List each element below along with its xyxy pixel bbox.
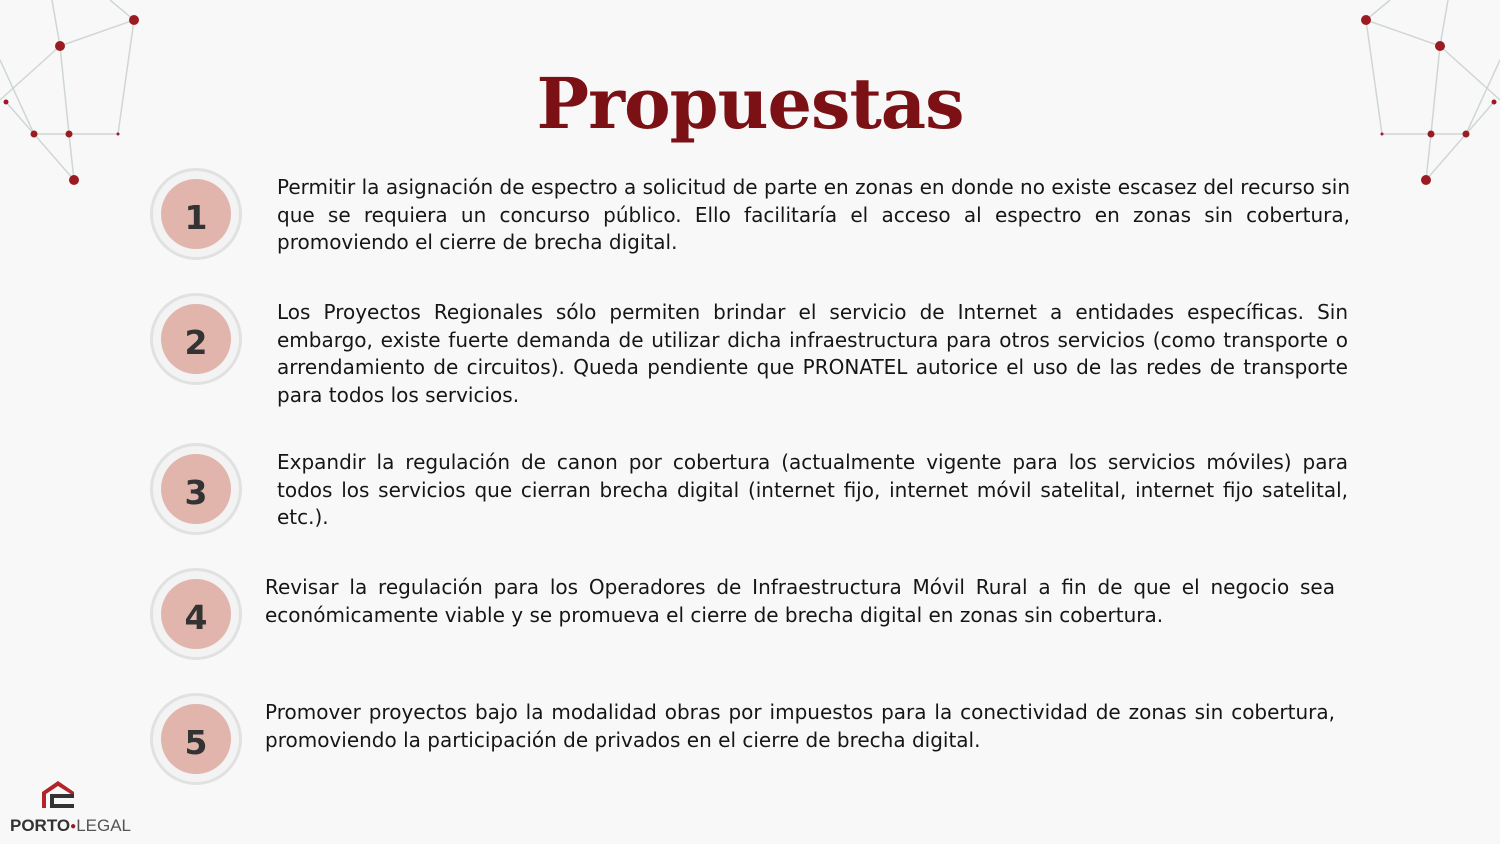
proposal-text: Expandir la regulación de canon por cobertura (actualmente vigente para los servicios móviles) para todos los servicios que cierran brecha digital (internet fijo, internet móvil satelital, internet fijo satelital, etc.). [277, 450, 1348, 529]
number-badge [150, 443, 242, 535]
logo-dot-icon: ● [70, 821, 77, 833]
number-badge-label: 1 [161, 179, 231, 249]
proposal-item-5 [150, 693, 1350, 793]
number-badge-label: 3 [161, 454, 231, 524]
proposal-item-4 [150, 568, 1350, 668]
number-badge-label: 5 [161, 704, 231, 774]
proposal-item-1 [150, 168, 1350, 268]
number-badge [150, 168, 242, 260]
number-badge [150, 568, 242, 660]
proposal-text: Revisar la regulación para los Operadores de Infraestructura Móvil Rural a fin de que el negocio sea económicamente viable y se promueva el cierre de brecha digital en zonas sin cobertura. [265, 575, 1335, 627]
logo-wordmark [10, 816, 131, 836]
proposal-text: Permitir la asignación de espectro a solicitud de parte en zonas en donde no existe escasez del recurso sin que se requiera un concurso público. Ello facilitaría el acceso al espectro en zonas sin cobertura, promoviendo el cierre de brecha digital. [277, 175, 1350, 254]
number-badge [150, 693, 242, 785]
proposal-item-2 [150, 293, 1350, 407]
proposal-item-3 [150, 443, 1350, 543]
logo-text-legal: LEGAL [76, 816, 131, 835]
logo-text-porto: PORTO [10, 816, 71, 835]
slide-title: Propuestas [536, 62, 964, 145]
number-badge [150, 293, 242, 385]
proposal-text: Los Proyectos Regionales sólo permiten brindar el servicio de Internet a entidades específicas. Sin embargo, existe fuerte demanda de utilizar dicha infraestructura para otros servicios (como transporte o arrendamiento de circuitos). Queda pendiente que PRONATEL autorice el uso de las redes de transporte para todos los servicios. [277, 300, 1348, 407]
number-badge-label: 2 [161, 304, 231, 374]
number-badge-label: 4 [161, 579, 231, 649]
proposal-text: Promover proyectos bajo la modalidad obras por impuestos para la conectividad de zonas sin cobertura, promoviendo la participación de privados en el cierre de brecha digital. [265, 700, 1335, 752]
